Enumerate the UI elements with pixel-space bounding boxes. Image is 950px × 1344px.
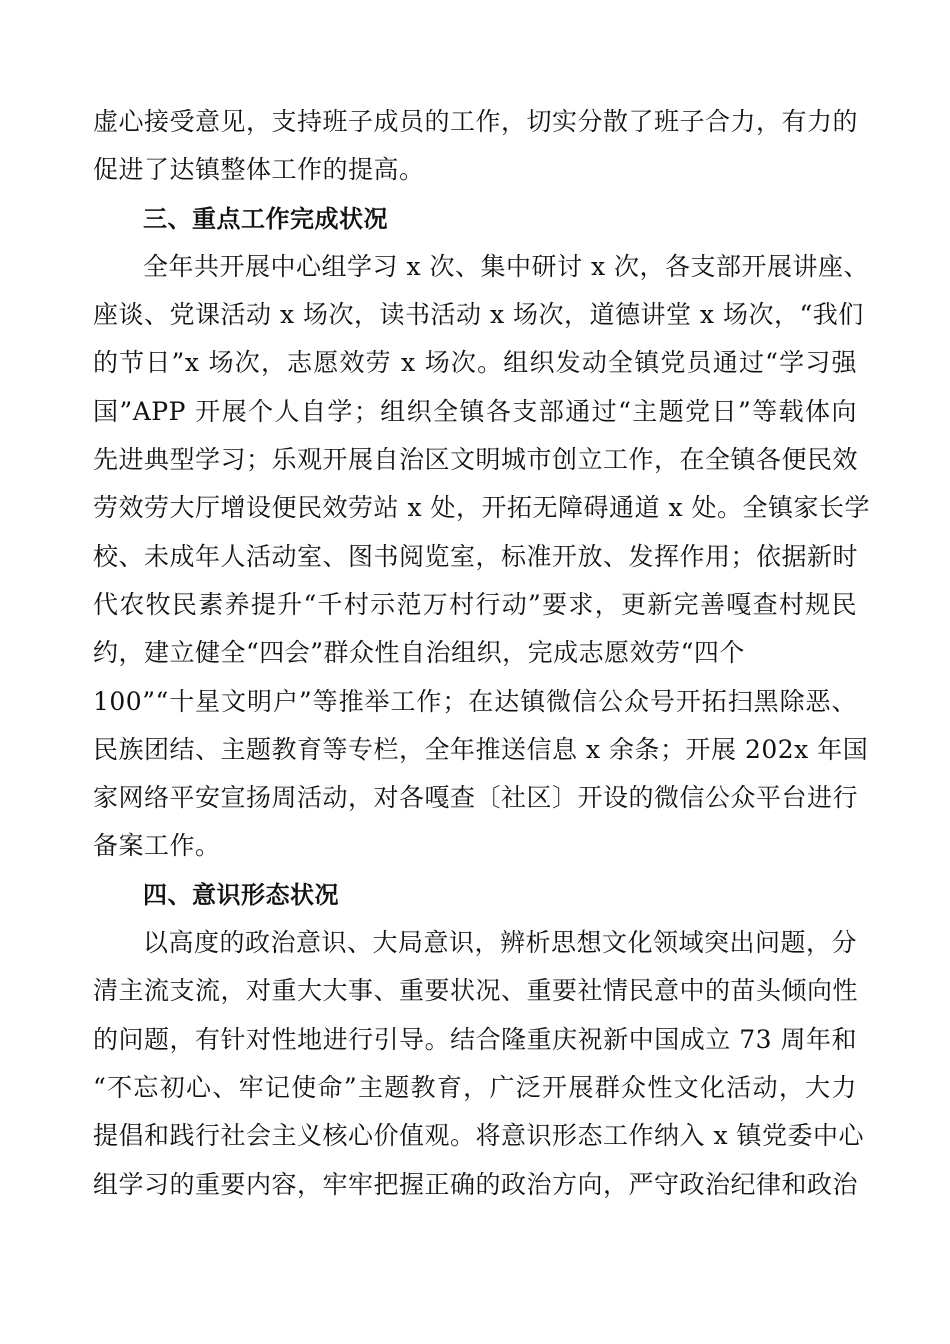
text-line: 家网络平安宣扬周活动，对各嘎查〔社区〕开设的微信公众平台进行 [93,783,859,813]
section-heading: 四、意识形态状况 [143,880,339,909]
text-line: 代农牧民素养提升“千村示范万村行动”要求，更新完善嘎查村规民 [93,589,857,619]
text-line: 的问题，有针对性地进行引导。结合隆重庆祝新中国成立 73 周年和 [93,1024,857,1054]
text-line: 民族团结、主题教育等专栏，全年推送信息 x 余条；开展 202x 年国 [93,734,869,764]
text-line: 全年共开展中心组学习 x 次、集中研讨 x 次，各支部开展讲座、 [143,251,869,281]
text-line: 以高度的政治意识、大局意识，辨析思想文化领域突出问题，分 [143,928,858,958]
text-line: 劳效劳大厅增设便民效劳站 x 处，开拓无障碍通道 x 处。全镇家长学 [93,493,870,523]
text-line: 组学习的重要内容，牢牢把握正确的政治方向，严守政治纪律和政治 [93,1169,859,1199]
text-line: 国”APP 开展个人自学；组织全镇各支部通过“主题党日”等载体向 [93,396,857,426]
text-line: 约，建立健全“四会”群众性自治组织，完成志愿效劳“四个 [93,638,745,668]
text-line: 虚心接受意见，支持班子成员的工作，切实分散了班子合力，有力的 [93,107,859,136]
document-body [93,98,870,1209]
text-line: 备案工作。 [93,831,221,861]
text-line: 先进典型学习；乐观开展自治区文明城市创立工作，在全镇各便民效 [93,445,859,475]
text-line: 清主流支流，对重大大事、重要状况、重要社情民意中的苗头倾向性 [93,976,859,1006]
text-line: 座谈、党课活动 x 场次，读书活动 x 场次，道德讲堂 x 场次，“我们 [93,300,864,330]
text-line: 提倡和践行社会主义核心价值观。将意识形态工作纳入 x 镇党委中心 [93,1121,864,1151]
text-line: 的节日”x 场次，志愿效劳 x 场次。组织发动全镇党员通过“学习强 [93,348,857,378]
text-line: 促进了达镇整体工作的提高。 [93,155,425,185]
section-heading: 三、重点工作完成状况 [143,204,388,233]
text-line: 校、未成年人活动室、图书阅览室，标准开放、发挥作用；依据新时 [93,541,859,571]
text-line: 100”“十星文明户”等推举工作；在达镇微信公众号开拓扫黑除恶、 [93,686,857,716]
text-line: “不忘初心、牢记使命”主题教育，广泛开展群众性文化活动，大力 [93,1072,857,1102]
